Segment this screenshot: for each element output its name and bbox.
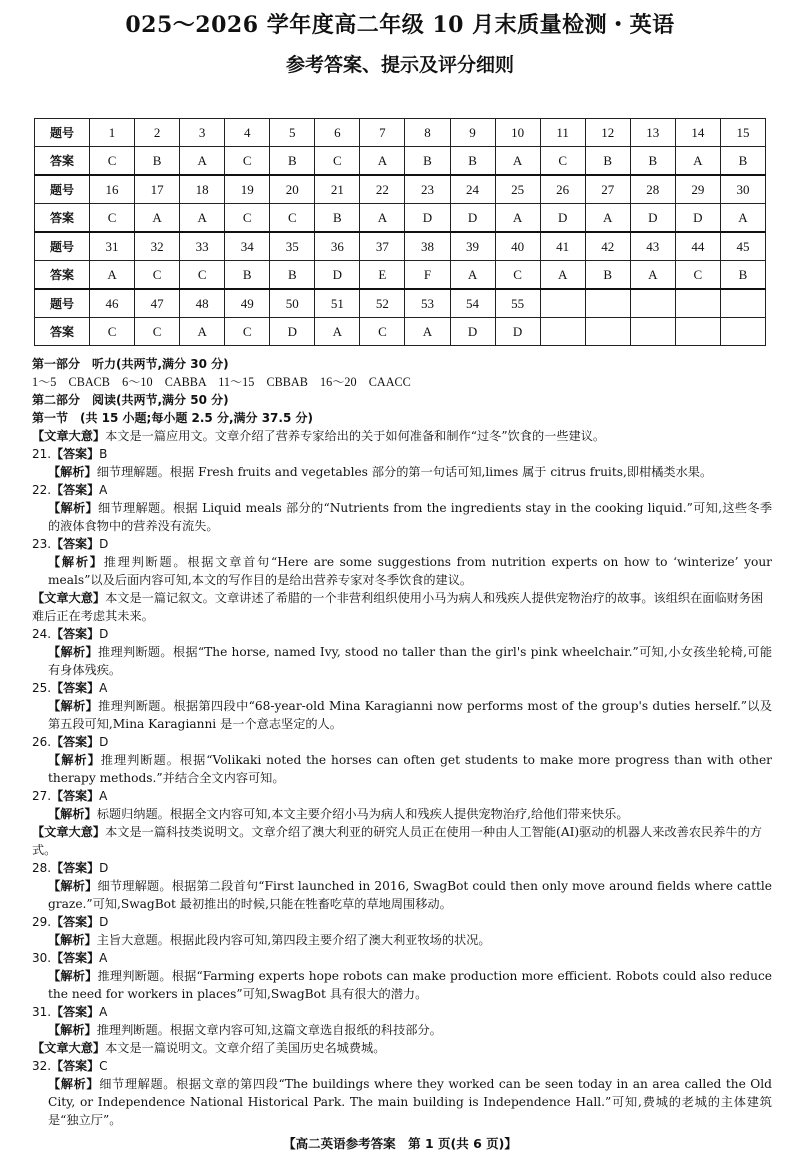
- table-cell: C: [225, 147, 270, 176]
- q29-number: 29.: [32, 915, 52, 929]
- table-cell: 44: [675, 232, 720, 261]
- passage-b-text: 本文是一篇记叙文。文章讲述了希腊的一个非营利组织使用小马为病人和残疾人提供宠物治疗的故事。该组织在面临财务困难后正在考虑其未来。: [32, 591, 764, 623]
- passage-d-text: 本文是一篇说明文。文章介绍了美国历史名城费城。: [105, 1041, 386, 1055]
- answer-label: 【答案】: [51, 1005, 100, 1019]
- table-cell: F: [405, 261, 450, 290]
- table-cell: 22: [360, 175, 405, 204]
- table-cell: C: [675, 261, 720, 290]
- table-cell: 55: [495, 289, 540, 318]
- q30-exp-text: 推理判断题。根据“Farming experts hope robots can make production more efficient. Robots could also reduce the need for workers in places”可知,SwagBot 具有很大的潜力。: [48, 969, 773, 1001]
- explanation-label: 【解析】: [48, 807, 97, 821]
- q23-answer: [32, 535, 772, 553]
- q22-value: A: [99, 483, 108, 497]
- table-cell: 13: [630, 119, 675, 147]
- q21-number: 21.: [32, 447, 52, 461]
- table-cell: A: [450, 261, 495, 290]
- table-cell: 17: [135, 175, 180, 204]
- table-cell: A: [585, 204, 630, 233]
- table-cell: 32: [135, 232, 180, 261]
- table-cell: 43: [630, 232, 675, 261]
- q31-answer: [32, 1003, 772, 1021]
- q25-answer: [32, 679, 772, 697]
- q24-answer: [32, 625, 772, 643]
- table-cell: [630, 318, 675, 346]
- table-cell: C: [180, 261, 225, 290]
- table-cell: B: [135, 147, 180, 176]
- q26-explanation: [32, 751, 772, 787]
- table-cell: A: [360, 204, 405, 233]
- table-cell: 35: [270, 232, 315, 261]
- table-cell: C: [90, 204, 135, 233]
- q31-number: 31.: [32, 1005, 52, 1019]
- table-cell: 8: [405, 119, 450, 147]
- answer-row: [35, 261, 766, 290]
- table-cell: D: [315, 261, 360, 290]
- q29-explanation: [32, 931, 772, 949]
- q25-exp-text: 推理判断题。根据第四段中“68-year-old Mina Karagianni now performs most of the group's duties herself.”以及第五段可知,Mina Karagianni 是一个意志坚定的人。: [48, 699, 773, 731]
- table-cell: 3: [180, 119, 225, 147]
- passage-c-text: 本文是一篇科技类说明文。文章介绍了澳大利亚的研究人员正在使用一种由人工智能(AI)驱动的机器人来改善农民养牛的方式。: [32, 825, 762, 857]
- table-cell: 49: [225, 289, 270, 318]
- document-subtitle: 参考答案、提示及评分细则: [285, 54, 514, 76]
- q29-value: D: [99, 915, 109, 929]
- table-cell: A: [495, 147, 540, 176]
- table-cell: B: [720, 261, 765, 290]
- question-number-row: [35, 289, 766, 318]
- q27-value: A: [99, 789, 108, 803]
- question-number-row: [35, 175, 766, 204]
- table-cell: A: [675, 147, 720, 176]
- q21-value: B: [99, 447, 108, 461]
- table-cell: 34: [225, 232, 270, 261]
- q25-number: 25.: [32, 681, 52, 695]
- table-cell: 50: [270, 289, 315, 318]
- answer-row: [35, 204, 766, 233]
- table-cell: A: [315, 318, 360, 346]
- table-row-header: 题号: [35, 232, 90, 261]
- table-cell: 4: [225, 119, 270, 147]
- page-footer: 【高二英语参考答案 第 1 页(共 6 页)】: [283, 1136, 517, 1151]
- table-cell: A: [180, 147, 225, 176]
- table-cell: 15: [720, 119, 765, 147]
- explanation-label: 【解析】: [48, 879, 98, 893]
- q29-exp-text: 主旨大意题。根据此段内容可知,第四段主要介绍了澳大利亚牧场的状况。: [96, 933, 491, 947]
- table-cell: B: [270, 147, 315, 176]
- table-cell: C: [90, 147, 135, 176]
- q26-value: D: [99, 735, 109, 749]
- table-cell: A: [495, 204, 540, 233]
- table-cell: C: [360, 318, 405, 346]
- q30-number: 30.: [32, 951, 52, 965]
- table-cell: B: [450, 147, 495, 176]
- table-cell: 14: [675, 119, 720, 147]
- table-row-header: 答案: [35, 147, 90, 176]
- table-cell: A: [135, 204, 180, 233]
- q24-exp-text: 推理判断题。根据“The horse, named Ivy, stood no taller than the girl's pink wheelchair.”可知,小女孩坐轮椅,可能有身体残疾。: [48, 645, 773, 677]
- table-cell: D: [540, 204, 585, 233]
- q30-explanation: [32, 967, 772, 1003]
- table-cell: 46: [90, 289, 135, 318]
- table-cell: 38: [405, 232, 450, 261]
- part1-answers: 1～5 CBACB 6～10 CABBA 11～15 CBBAB 16～20 CAACC: [32, 375, 411, 389]
- table-cell: B: [585, 147, 630, 176]
- table-cell: 24: [450, 175, 495, 204]
- table-cell: 10: [495, 119, 540, 147]
- table-cell: D: [495, 318, 540, 346]
- table-cell: 26: [540, 175, 585, 204]
- q32-number: 32.: [32, 1059, 52, 1073]
- table-cell: A: [180, 204, 225, 233]
- q23-explanation: [32, 553, 772, 589]
- q21-answer: [32, 445, 772, 463]
- q30-answer: [32, 949, 772, 967]
- q28-answer: [32, 859, 772, 877]
- table-cell: C: [270, 204, 315, 233]
- q27-explanation: [32, 805, 772, 823]
- answer-table: [34, 118, 766, 346]
- answer-label: 【答案】: [51, 915, 100, 929]
- explanation-label: 【解析】: [48, 645, 98, 659]
- q27-exp-text: 标题归纳题。根据全文内容可知,本文主要介绍小马为病人和残疾人提供宠物治疗,给他们带来快乐。: [96, 807, 629, 821]
- q22-answer: [32, 481, 772, 499]
- explanation-label: 【解析】: [48, 753, 101, 767]
- explanation-label: 【解析】: [48, 969, 98, 983]
- table-cell: C: [540, 147, 585, 176]
- table-cell: A: [180, 318, 225, 346]
- table-cell: 11: [540, 119, 585, 147]
- table-cell: B: [270, 261, 315, 290]
- table-cell: B: [720, 147, 765, 176]
- table-cell: D: [630, 204, 675, 233]
- table-cell: B: [225, 261, 270, 290]
- passage-a-text: 本文是一篇应用文。文章介绍了营养专家给出的关于如何准备和制作“过冬”饮食的一些建议。: [105, 429, 606, 443]
- summary-label: 【文章大意】: [32, 825, 106, 839]
- table-cell: 40: [495, 232, 540, 261]
- q21-explanation: [32, 463, 772, 481]
- q26-exp-text: 推理判断题。根据“Volikaki noted the horses can often get students to make more progress than with other therapy methods.”并结合全文内容可知。: [48, 753, 772, 785]
- table-cell: 54: [450, 289, 495, 318]
- table-cell: A: [720, 204, 765, 233]
- summary-label: 【文章大意】: [32, 1041, 106, 1055]
- q23-number: 23.: [32, 537, 52, 551]
- answer-label: 【答案】: [51, 789, 100, 803]
- explanation-label: 【解析】: [48, 699, 99, 713]
- table-cell: C: [315, 147, 360, 176]
- q22-explanation: [32, 499, 772, 535]
- table-cell: 27: [585, 175, 630, 204]
- q28-value: D: [99, 861, 109, 875]
- answer-label: 【答案】: [51, 861, 100, 875]
- table-cell: D: [450, 318, 495, 346]
- table-cell: 51: [315, 289, 360, 318]
- summary-label: 【文章大意】: [32, 429, 106, 443]
- answer-label: 【答案】: [51, 1059, 100, 1073]
- answer-label: 【答案】: [51, 951, 100, 965]
- q32-answer: [32, 1057, 772, 1075]
- explanation-label: 【解析】: [48, 501, 98, 515]
- table-cell: 31: [90, 232, 135, 261]
- table-cell: 5: [270, 119, 315, 147]
- document-title: 025～2026 学年度高二年级 10 月末质量检测・英语: [125, 12, 675, 38]
- table-cell: [585, 289, 630, 318]
- table-cell: 33: [180, 232, 225, 261]
- table-cell: 28: [630, 175, 675, 204]
- table-cell: [675, 318, 720, 346]
- table-cell: [585, 318, 630, 346]
- part2-title: 第二部分 阅读(共两节,满分 50 分): [32, 393, 229, 407]
- q32-exp-text: 细节理解题。根据文章的第四段“The buildings where they worked can be seen today in an area called the Old City, or Independence National Historical Park. The main building is Independence Hall.”可知,费城的老城的主体建筑是“独立厅”。: [48, 1077, 772, 1127]
- table-cell: C: [135, 318, 180, 346]
- q22-exp-text: 细节理解题。根据 Liquid meals 部分的“Nutrients from the ingredients stay in the cooking liquid.”可知,这些冬季的液体食物中的营养没有流失。: [48, 501, 773, 533]
- q25-value: A: [99, 681, 108, 695]
- table-cell: D: [270, 318, 315, 346]
- table-cell: [720, 289, 765, 318]
- table-cell: A: [630, 261, 675, 290]
- q23-exp-text: 推理判断题。根据文章首句“Here are some suggestions from nutrition experts on how to ‘winterize’ your meals”以及后面内容可知,本文的写作目的是给出营养专家对冬季饮食的建议。: [48, 555, 772, 587]
- table-cell: A: [360, 147, 405, 176]
- explanation-label: 【解析】: [48, 465, 97, 479]
- passage-a-summary: [32, 427, 772, 445]
- table-cell: 2: [135, 119, 180, 147]
- table-cell: B: [585, 261, 630, 290]
- table-cell: 47: [135, 289, 180, 318]
- table-cell: 16: [90, 175, 135, 204]
- q31-explanation: [32, 1021, 772, 1039]
- table-cell: 1: [90, 119, 135, 147]
- answer-label: 【答案】: [51, 483, 100, 497]
- answer-explanations: [32, 355, 772, 1129]
- q23-value: D: [99, 537, 109, 551]
- table-cell: 39: [450, 232, 495, 261]
- table-cell: A: [90, 261, 135, 290]
- q22-number: 22.: [32, 483, 52, 497]
- passage-b-summary: [32, 589, 772, 625]
- q28-explanation: [32, 877, 772, 913]
- table-cell: 18: [180, 175, 225, 204]
- answer-row: [35, 318, 766, 346]
- explanation-label: 【解析】: [48, 555, 104, 569]
- table-cell: 25: [495, 175, 540, 204]
- table-cell: 48: [180, 289, 225, 318]
- answer-label: 【答案】: [51, 681, 100, 695]
- answer-row: [35, 147, 766, 176]
- q27-number: 27.: [32, 789, 52, 803]
- q24-explanation: [32, 643, 772, 679]
- table-cell: A: [405, 318, 450, 346]
- explanation-label: 【解析】: [48, 933, 97, 947]
- table-cell: 6: [315, 119, 360, 147]
- table-cell: C: [225, 204, 270, 233]
- q32-explanation: [32, 1075, 772, 1129]
- table-cell: [540, 289, 585, 318]
- table-cell: 37: [360, 232, 405, 261]
- part1-title: 第一部分 听力(共两节,满分 30 分): [32, 357, 229, 371]
- table-cell: 9: [450, 119, 495, 147]
- table-row-header: 答案: [35, 261, 90, 290]
- q28-exp-text: 细节理解题。根据第二段首句“First launched in 2016, SwagBot could then only move around fields where cattle graze.”可知,SwagBot 最初推出的时候,只能在牲畜吃草的草地周围移动。: [48, 879, 772, 911]
- table-cell: [630, 289, 675, 318]
- table-cell: B: [315, 204, 360, 233]
- question-number-row: [35, 119, 766, 147]
- table-cell: C: [495, 261, 540, 290]
- table-cell: 23: [405, 175, 450, 204]
- explanation-label: 【解析】: [48, 1077, 100, 1091]
- q26-number: 26.: [32, 735, 52, 749]
- table-cell: 52: [360, 289, 405, 318]
- table-cell: [720, 318, 765, 346]
- table-row-header: 答案: [35, 318, 90, 346]
- table-cell: D: [405, 204, 450, 233]
- section1-title: 第一节 (共 15 小题;每小题 2.5 分,满分 37.5 分): [32, 411, 313, 425]
- table-cell: B: [405, 147, 450, 176]
- answer-label: 【答案】: [51, 537, 100, 551]
- table-cell: [675, 289, 720, 318]
- table-row-header: 题号: [35, 119, 90, 147]
- q24-number: 24.: [32, 627, 52, 641]
- answer-label: 【答案】: [51, 735, 100, 749]
- table-row-header: 题号: [35, 289, 90, 318]
- explanation-label: 【解析】: [48, 1023, 97, 1037]
- table-cell: C: [135, 261, 180, 290]
- table-cell: D: [450, 204, 495, 233]
- q24-value: D: [99, 627, 109, 641]
- q32-value: C: [99, 1059, 108, 1073]
- q31-exp-text: 推理判断题。根据文章内容可知,这篇文章选自报纸的科技部分。: [96, 1023, 442, 1037]
- table-cell: 29: [675, 175, 720, 204]
- passage-c-summary: [32, 823, 772, 859]
- summary-label: 【文章大意】: [32, 591, 106, 605]
- q21-exp-text: 细节理解题。根据 Fresh fruits and vegetables 部分的第一句话可知,limes 属于 citrus fruits,即柑橘类水果。: [96, 465, 713, 479]
- table-cell: 45: [720, 232, 765, 261]
- table-cell: D: [675, 204, 720, 233]
- question-number-row: [35, 232, 766, 261]
- answer-label: 【答案】: [51, 447, 100, 461]
- table-cell: 41: [540, 232, 585, 261]
- q27-answer: [32, 787, 772, 805]
- table-row-header: 答案: [35, 204, 90, 233]
- q29-answer: [32, 913, 772, 931]
- table-cell: 42: [585, 232, 630, 261]
- table-cell: [540, 318, 585, 346]
- table-cell: 7: [360, 119, 405, 147]
- table-cell: B: [630, 147, 675, 176]
- answer-label: 【答案】: [51, 627, 100, 641]
- table-row-header: 题号: [35, 175, 90, 204]
- q31-value: A: [99, 1005, 108, 1019]
- passage-d-summary: [32, 1039, 772, 1057]
- q28-number: 28.: [32, 861, 52, 875]
- table-cell: C: [90, 318, 135, 346]
- q30-value: A: [99, 951, 108, 965]
- table-cell: 53: [405, 289, 450, 318]
- table-cell: E: [360, 261, 405, 290]
- table-cell: 21: [315, 175, 360, 204]
- table-cell: 12: [585, 119, 630, 147]
- table-cell: 36: [315, 232, 360, 261]
- table-cell: 19: [225, 175, 270, 204]
- q26-answer: [32, 733, 772, 751]
- table-cell: 20: [270, 175, 315, 204]
- table-cell: A: [540, 261, 585, 290]
- table-cell: C: [225, 318, 270, 346]
- q25-explanation: [32, 697, 772, 733]
- table-cell: 30: [720, 175, 765, 204]
